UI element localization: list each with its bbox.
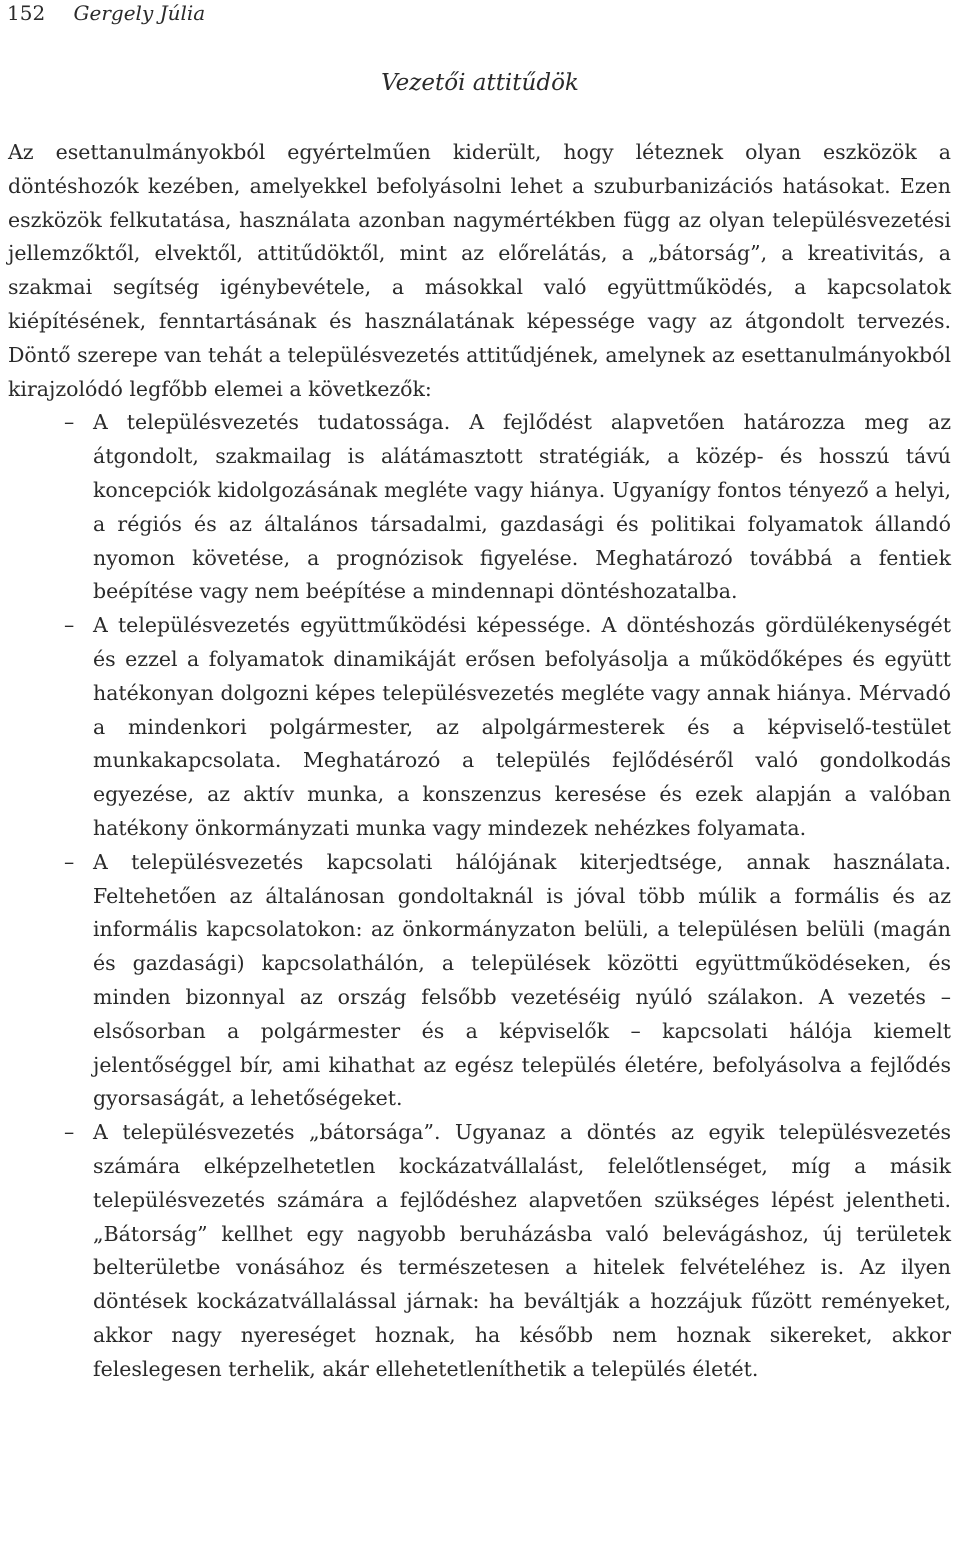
list-dash: – xyxy=(64,410,75,435)
list-item-text: A településvezetés tudatossága. A fejlődést alapvetően határozza meg az átgondolt, szakmailag is alátámasztott stratégiák, a közép- és hosszú távú koncepciók kidolgozásának megléte vagy hiánya. Ugyanígy fontos tényező a helyi, a régiós és az általános társadalmi, gazdasági és politikai folyamatok állandó nyomon követése, a prognózisok figyelése. Meghatározó továbbá a fentiek beépítése vagy nem beépítése a mindennapi döntéshozatalba. xyxy=(93,410,951,604)
running-head-author: Gergely Júlia xyxy=(73,1,206,25)
intro-paragraph: Az esettanulmányokból egyértelműen kiderült, hogy léteznek olyan eszközök a döntéshozók kezében, amelyekkel befolyásolni lehet a szuburbanizációs hatásokat. Ezen eszközök felkutatása, használata azonban nagymértékben függ az olyan településvezetési jellemzőktől, elvektől, attitűdöktől, mint az előrelátás, a „bátorság”, a kreativitás, a szakmai segítség igénybevétele, a másokkal való együttműködés, a kapcsolatok kiépítésének, fenntartásának és használatának képessége vagy az átgondolt tervezés. Döntő szerepe van tehát a településvezetés attitűdjének, amelynek az esettanulmányokból kirajzolódó legfőbb elemei a következők: xyxy=(8,140,951,401)
list-item xyxy=(8,609,951,846)
list-dash: – xyxy=(64,613,75,638)
list-item xyxy=(8,846,951,1116)
list-item-text: A településvezetés „bátorsága”. Ugyanaz a döntés az egyik településvezetés számára elképzelhetetlen kockázatvállalást, felelőtlenséget, míg a másik településvezetés számára a fejlődéshez alapvetően szükséges lépést jelentheti. „Bátorság” kellhet egy nagyobb beruházásba való belevágáshoz, új területek belterületbe vonásához és természetesen a hitelek felvételéhez is. Az ilyen döntések kockázatvállalással járnak: ha beváltják a hozzájuk fűzött reményeket, akkor nagy nyereséget hoznak, ha később nem hoznak sikereket, akkor feleslegesen terhelik, akár ellehetetleníthetik a település életét. xyxy=(93,1120,951,1381)
list-item-text: A településvezetés kapcsolati hálójának kiterjedtsége, annak használata. Feltehetően az általánosan gondoltaknál is jóval több múlik a formális és az informális kapcsolatokon: az önkormányzaton belüli, a településen belüli (magán és gazdasági) kapcsolathálón, a települések közötti együttműködéseken, és minden bizonnyal az ország felsőbb vezetéséig nyúló szálakon. A vezetés – elsősorban a polgármester és a képviselők – kapcsolati hálója kiemelt jelentőséggel bír, ami kihathat az egész település életére, befolyásolva a fejlődés gyorsaságát, a lehetőségeket. xyxy=(93,849,951,1111)
list-item xyxy=(8,1116,951,1386)
list-dash: – xyxy=(64,1120,75,1145)
list-item xyxy=(8,406,951,609)
list-dash: – xyxy=(64,849,75,874)
section-title: Vezetői attitűdök xyxy=(381,70,579,96)
list-item-text: A településvezetés együttműködési képessége. A döntéshozás gördülékenységét és ezzel a folyamatok dinamikáját erősen befolyásolja a működőképes és együtt hatékonyan dolgozni képes településvezetés megléte vagy annak hiánya. Mérvadó a mindenkori polgármester, az alpolgármesterek és a képviselő-testület munkakapcsolata. Meghatározó a település fejlődéséről való gondolkodás egyezése, az aktív munka, a konszenzus keresése és ezek alapján a valóban hatékony önkormányzati munka vagy mindezek nehézkes folyamata. xyxy=(93,613,951,840)
body-text xyxy=(8,136,951,1386)
running-head xyxy=(7,1,205,25)
attitude-list xyxy=(8,406,951,1386)
page-number: 152 xyxy=(7,1,46,25)
